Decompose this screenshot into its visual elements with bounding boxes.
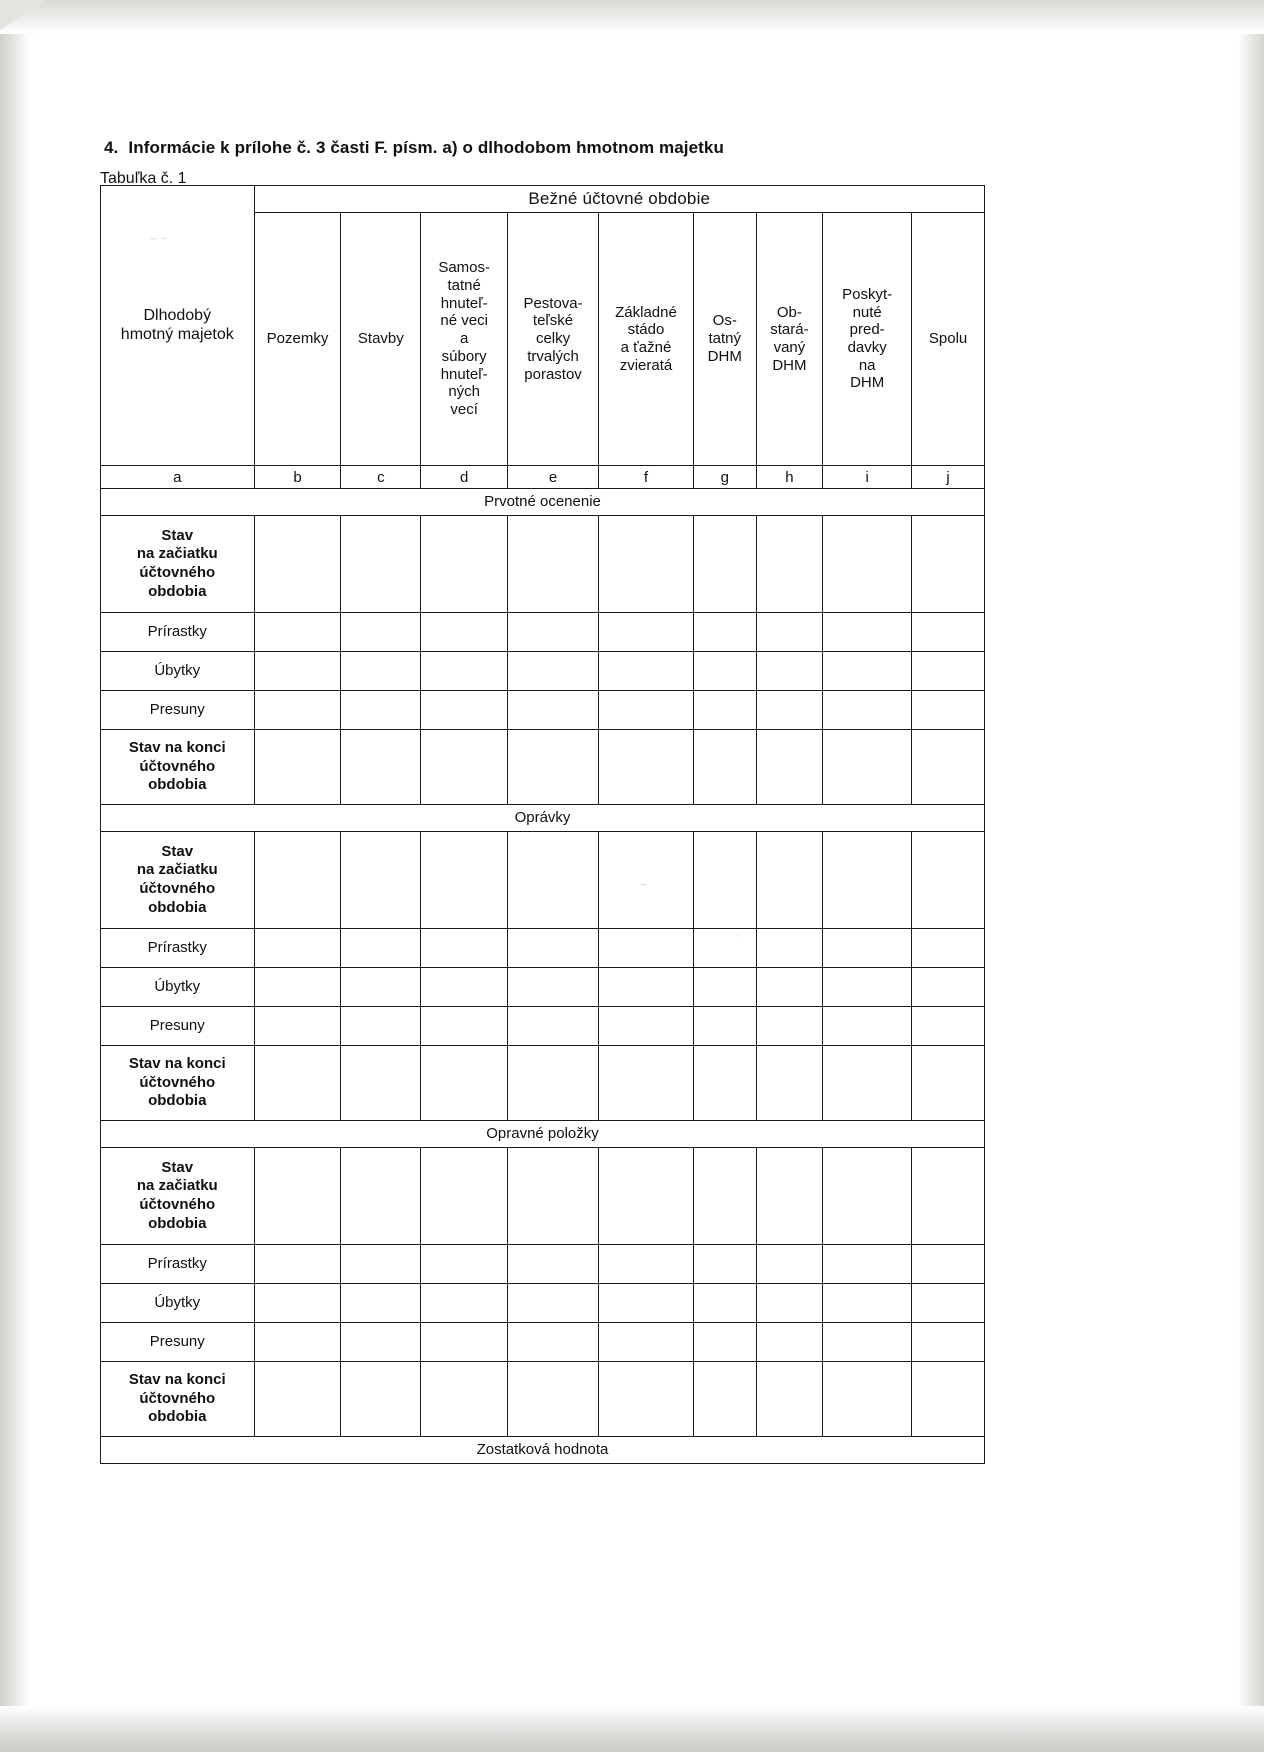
- data-cell-c[interactable]: [341, 832, 421, 929]
- data-cell-d[interactable]: [421, 691, 508, 730]
- table-row: [101, 1245, 985, 1284]
- page-edge-top: [0, 0, 1264, 34]
- section-title: Informácie k prílohe č. 3 časti F. písm. a) o dlhodobom hmotnom majetku: [128, 138, 724, 157]
- data-cell-h[interactable]: [756, 516, 823, 613]
- row-label: Úbytky: [101, 652, 255, 691]
- data-cell-j[interactable]: [912, 929, 985, 968]
- data-cell-d[interactable]: [421, 516, 508, 613]
- data-cell-d[interactable]: [421, 1007, 508, 1046]
- section-title-row: [101, 489, 985, 516]
- page-edge-right: [1238, 0, 1264, 1752]
- data-cell-d[interactable]: [421, 1323, 508, 1362]
- scan-artifact: ~: [640, 878, 648, 892]
- column-letter-h: h: [756, 466, 823, 489]
- data-cell-f[interactable]: [599, 730, 694, 805]
- data-cell-g[interactable]: [693, 1362, 756, 1437]
- data-cell-b[interactable]: [254, 968, 341, 1007]
- data-cell-h[interactable]: [756, 730, 823, 805]
- data-cell-j[interactable]: [912, 1362, 985, 1437]
- data-cell-j[interactable]: [912, 968, 985, 1007]
- section-title-2: Oprávky: [101, 805, 985, 832]
- data-cell-f[interactable]: [599, 1007, 694, 1046]
- data-cell-c[interactable]: [341, 613, 421, 652]
- data-cell-g[interactable]: [693, 652, 756, 691]
- data-cell-b[interactable]: [254, 613, 341, 652]
- data-cell-j[interactable]: [912, 1007, 985, 1046]
- data-cell-c[interactable]: [341, 1284, 421, 1323]
- data-cell-j[interactable]: [912, 1046, 985, 1121]
- column-letter-a: a: [101, 466, 255, 489]
- data-cell-e[interactable]: [508, 1245, 599, 1284]
- data-cell-h[interactable]: [756, 929, 823, 968]
- row-label: Stav na konci účtovného obdobia: [101, 1046, 255, 1121]
- column-letter-f: f: [599, 466, 694, 489]
- data-cell-i[interactable]: [823, 929, 912, 968]
- data-cell-b[interactable]: [254, 1284, 341, 1323]
- section-title-1: Prvotné ocenenie: [101, 489, 985, 516]
- column-letter-e: e: [508, 466, 599, 489]
- data-cell-d[interactable]: [421, 652, 508, 691]
- section-title-row: [101, 805, 985, 832]
- row-label: Stav na konci účtovného obdobia: [101, 1362, 255, 1437]
- data-cell-g[interactable]: [693, 516, 756, 613]
- data-cell-j[interactable]: [912, 1284, 985, 1323]
- data-cell-h[interactable]: [756, 1007, 823, 1046]
- data-cell-f[interactable]: [599, 1046, 694, 1121]
- data-cell-j[interactable]: [912, 730, 985, 805]
- data-cell-i[interactable]: [823, 1284, 912, 1323]
- data-cell-e[interactable]: [508, 652, 599, 691]
- data-cell-j[interactable]: [912, 691, 985, 730]
- data-cell-g[interactable]: [693, 1007, 756, 1046]
- data-cell-c[interactable]: [341, 730, 421, 805]
- data-cell-j[interactable]: [912, 613, 985, 652]
- column-letter-c: c: [341, 466, 421, 489]
- data-cell-i[interactable]: [823, 691, 912, 730]
- data-cell-e[interactable]: [508, 1046, 599, 1121]
- page-edge-left: [0, 0, 30, 1752]
- table-row: [101, 516, 985, 613]
- column-header-i: Poskyt- nuté pred- davky na DHM: [823, 213, 912, 466]
- data-cell-d[interactable]: [421, 832, 508, 929]
- data-cell-d[interactable]: [421, 968, 508, 1007]
- row-label: Stav na začiatku účtovného obdobia: [101, 1148, 255, 1245]
- data-cell-d[interactable]: [421, 929, 508, 968]
- data-cell-e[interactable]: [508, 691, 599, 730]
- row-label: Úbytky: [101, 1284, 255, 1323]
- data-cell-i[interactable]: [823, 832, 912, 929]
- data-cell-i[interactable]: [823, 652, 912, 691]
- data-cell-g[interactable]: [693, 730, 756, 805]
- column-letter-j: j: [912, 466, 985, 489]
- data-cell-j[interactable]: [912, 516, 985, 613]
- row-label: Presuny: [101, 691, 255, 730]
- column-letter-i: i: [823, 466, 912, 489]
- data-cell-h[interactable]: [756, 1362, 823, 1437]
- table-row: [101, 832, 985, 929]
- data-cell-f[interactable]: [599, 968, 694, 1007]
- data-cell-d[interactable]: [421, 1046, 508, 1121]
- data-cell-e[interactable]: [508, 929, 599, 968]
- data-cell-b[interactable]: [254, 1323, 341, 1362]
- column-header-j: Spolu: [912, 213, 985, 466]
- data-cell-g[interactable]: [693, 613, 756, 652]
- data-cell-h[interactable]: [756, 968, 823, 1007]
- section-title-4: Zostatková hodnota: [101, 1437, 985, 1464]
- table-row: [101, 1284, 985, 1323]
- data-cell-h[interactable]: [756, 691, 823, 730]
- scan-artifact: ~ ~: [150, 232, 168, 246]
- data-cell-f[interactable]: [599, 1284, 694, 1323]
- data-cell-f[interactable]: [599, 832, 694, 929]
- row-label: Prírastky: [101, 1245, 255, 1284]
- data-cell-g[interactable]: [693, 1148, 756, 1245]
- data-cell-d[interactable]: [421, 613, 508, 652]
- page-edge-bottom: [0, 1706, 1264, 1752]
- data-cell-i[interactable]: [823, 730, 912, 805]
- data-cell-g[interactable]: [693, 968, 756, 1007]
- data-cell-j[interactable]: [912, 652, 985, 691]
- data-cell-c[interactable]: [341, 1245, 421, 1284]
- data-cell-b[interactable]: [254, 1148, 341, 1245]
- row-label: Presuny: [101, 1007, 255, 1046]
- column-header-c: Stavby: [341, 213, 421, 466]
- column-header-dlhodoby-hmotny-majetok: Dlhodobý hmotný majetok: [101, 186, 255, 466]
- table-container: [100, 185, 985, 1464]
- data-cell-e[interactable]: [508, 968, 599, 1007]
- data-cell-i[interactable]: [823, 1245, 912, 1284]
- data-cell-f[interactable]: [599, 691, 694, 730]
- table-row: [101, 929, 985, 968]
- data-cell-j[interactable]: [912, 832, 985, 929]
- data-cell-e[interactable]: [508, 613, 599, 652]
- data-cell-i[interactable]: [823, 1007, 912, 1046]
- data-cell-b[interactable]: [254, 832, 341, 929]
- data-cell-h[interactable]: [756, 1323, 823, 1362]
- column-letter-b: b: [254, 466, 341, 489]
- data-cell-g[interactable]: [693, 1323, 756, 1362]
- table-row: [101, 691, 985, 730]
- data-cell-h[interactable]: [756, 1245, 823, 1284]
- data-cell-b[interactable]: [254, 1245, 341, 1284]
- data-cell-d[interactable]: [421, 1284, 508, 1323]
- table-row: [101, 613, 985, 652]
- data-cell-g[interactable]: [693, 1284, 756, 1323]
- section-number: 4.: [104, 138, 119, 157]
- data-cell-b[interactable]: [254, 929, 341, 968]
- column-header-g: Os- tatný DHM: [693, 213, 756, 466]
- column-header-h: Ob- stará- vaný DHM: [756, 213, 823, 466]
- data-cell-c[interactable]: [341, 1046, 421, 1121]
- data-cell-b[interactable]: [254, 516, 341, 613]
- data-cell-c[interactable]: [341, 1007, 421, 1046]
- data-cell-b[interactable]: [254, 1007, 341, 1046]
- row-label: Úbytky: [101, 968, 255, 1007]
- data-cell-c[interactable]: [341, 1323, 421, 1362]
- table-row: [101, 730, 985, 805]
- data-cell-c[interactable]: [341, 968, 421, 1007]
- data-cell-f[interactable]: [599, 652, 694, 691]
- table-row: [101, 652, 985, 691]
- row-label: Stav na začiatku účtovného obdobia: [101, 832, 255, 929]
- data-cell-j[interactable]: [912, 1245, 985, 1284]
- column-letter-row: [101, 466, 985, 489]
- section-title-row: [101, 1121, 985, 1148]
- data-cell-f[interactable]: [599, 613, 694, 652]
- data-cell-c[interactable]: [341, 691, 421, 730]
- data-cell-f[interactable]: [599, 1362, 694, 1437]
- data-cell-e[interactable]: [508, 730, 599, 805]
- data-cell-d[interactable]: [421, 1362, 508, 1437]
- column-header-b: Pozemky: [254, 213, 341, 466]
- data-cell-e[interactable]: [508, 516, 599, 613]
- data-cell-i[interactable]: [823, 613, 912, 652]
- table-row: [101, 1007, 985, 1046]
- data-cell-i[interactable]: [823, 516, 912, 613]
- data-cell-b[interactable]: [254, 730, 341, 805]
- column-header-d: Samos- tatné hnuteľ- né veci a súbory hnuteľ- ných vecí: [421, 213, 508, 466]
- data-cell-g[interactable]: [693, 832, 756, 929]
- data-cell-f[interactable]: [599, 1148, 694, 1245]
- data-cell-g[interactable]: [693, 1046, 756, 1121]
- row-label: Presuny: [101, 1323, 255, 1362]
- data-cell-c[interactable]: [341, 1148, 421, 1245]
- data-cell-g[interactable]: [693, 1245, 756, 1284]
- dlhodoby-hmotny-majetok-table: [100, 185, 985, 1464]
- data-cell-e[interactable]: [508, 1007, 599, 1046]
- data-cell-b[interactable]: [254, 691, 341, 730]
- data-cell-e[interactable]: [508, 1323, 599, 1362]
- scan-artifact: ·: [735, 928, 739, 942]
- data-cell-i[interactable]: [823, 1148, 912, 1245]
- period-header-row: [101, 186, 985, 213]
- data-cell-i[interactable]: [823, 968, 912, 1007]
- data-cell-j[interactable]: [912, 1148, 985, 1245]
- row-label: Prírastky: [101, 929, 255, 968]
- data-cell-d[interactable]: [421, 1148, 508, 1245]
- column-header-e: Pestova- teľské celky trvalých porastov: [508, 213, 599, 466]
- data-cell-i[interactable]: [823, 1046, 912, 1121]
- column-header-f: Základné stádo a ťažné zvieratá: [599, 213, 694, 466]
- data-cell-e[interactable]: [508, 1284, 599, 1323]
- row-label: Prírastky: [101, 613, 255, 652]
- data-cell-g[interactable]: [693, 691, 756, 730]
- column-letter-g: g: [693, 466, 756, 489]
- data-cell-h[interactable]: [756, 652, 823, 691]
- data-cell-g[interactable]: [693, 929, 756, 968]
- data-cell-i[interactable]: [823, 1323, 912, 1362]
- data-cell-b[interactable]: [254, 652, 341, 691]
- page-corner-fold: [0, 0, 46, 30]
- data-cell-b[interactable]: [254, 1362, 341, 1437]
- row-label: Stav na konci účtovného obdobia: [101, 730, 255, 805]
- data-cell-j[interactable]: [912, 1323, 985, 1362]
- data-cell-d[interactable]: [421, 1245, 508, 1284]
- data-cell-i[interactable]: [823, 1362, 912, 1437]
- data-cell-c[interactable]: [341, 516, 421, 613]
- table-row: [101, 1046, 985, 1121]
- data-cell-b[interactable]: [254, 1046, 341, 1121]
- table-row: [101, 1362, 985, 1437]
- data-cell-h[interactable]: [756, 832, 823, 929]
- section-title-3: Opravné položky: [101, 1121, 985, 1148]
- data-cell-d[interactable]: [421, 730, 508, 805]
- data-cell-h[interactable]: [756, 1148, 823, 1245]
- section-title-row: [101, 1437, 985, 1464]
- data-cell-e[interactable]: [508, 832, 599, 929]
- data-cell-f[interactable]: [599, 516, 694, 613]
- data-cell-h[interactable]: [756, 1046, 823, 1121]
- data-cell-f[interactable]: [599, 929, 694, 968]
- period-header: Bežné účtovné obdobie: [254, 186, 984, 213]
- table-row: [101, 1323, 985, 1362]
- row-label: Stav na začiatku účtovného obdobia: [101, 516, 255, 613]
- section-heading: [104, 138, 724, 158]
- data-cell-f[interactable]: [599, 1323, 694, 1362]
- data-cell-h[interactable]: [756, 1284, 823, 1323]
- data-cell-c[interactable]: [341, 929, 421, 968]
- data-cell-c[interactable]: [341, 652, 421, 691]
- data-cell-e[interactable]: [508, 1148, 599, 1245]
- table-row: [101, 968, 985, 1007]
- data-cell-c[interactable]: [341, 1362, 421, 1437]
- table-caption: Tabuľka č. 1: [100, 170, 187, 187]
- data-cell-h[interactable]: [756, 613, 823, 652]
- table-row: [101, 1148, 985, 1245]
- data-cell-f[interactable]: [599, 1245, 694, 1284]
- data-cell-e[interactable]: [508, 1362, 599, 1437]
- column-letter-d: d: [421, 466, 508, 489]
